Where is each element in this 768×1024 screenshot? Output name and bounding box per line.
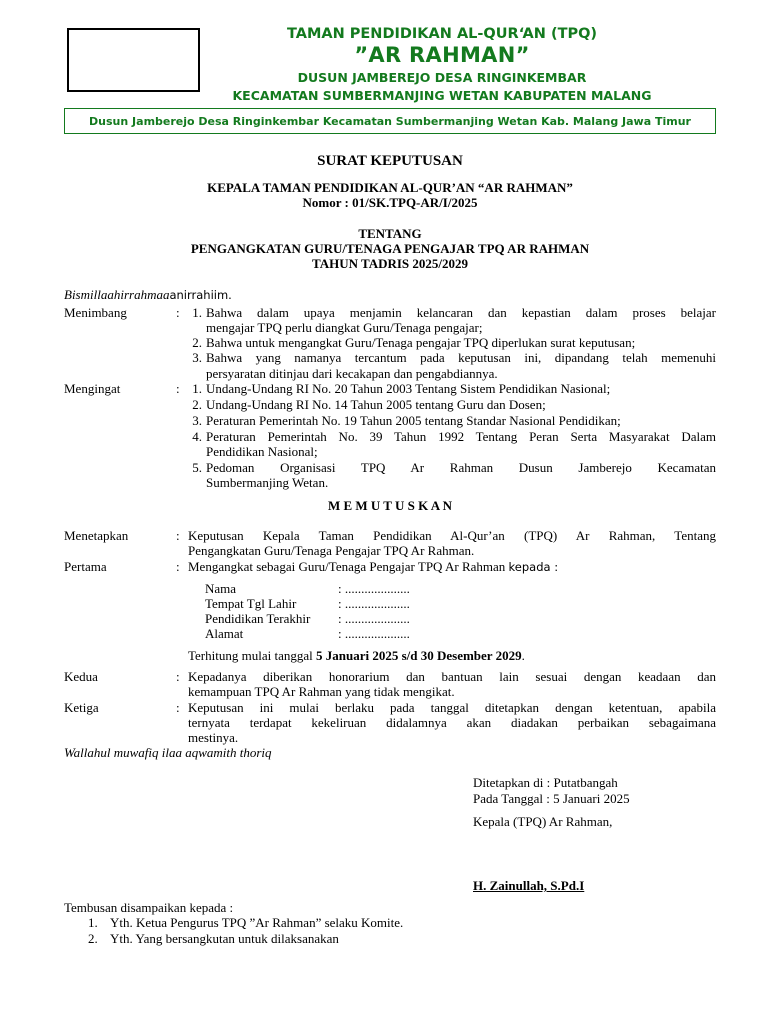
mengingat-item-1: Undang-Undang RI No. 20 Tahun 2003 Tentang Sistem Pendidikan Nasional;	[206, 381, 611, 396]
field-alamat-label: Alamat	[205, 626, 244, 641]
field-ttl-value: : ....................	[338, 596, 410, 611]
mengingat-item-3: Peraturan Pemerintah No. 19 Tahun 2005 tentang Standar Nasional Pendidikan;	[206, 413, 621, 428]
menimbang-num-1: 1.	[192, 305, 202, 320]
opening-italic: Bismillaahirrahmaa	[64, 287, 170, 302]
field-pendidikan-label: Pendidikan Terakhir	[205, 611, 311, 626]
pertama-text	[188, 559, 716, 575]
kedua-line2: kemampuan TPQ Ar Rahman yang tidak mengikat.	[188, 684, 455, 699]
issuer-title: KEPALA TAMAN PENDIDIKAN AL-QUR’AN “AR RAHMAN”	[207, 180, 573, 195]
ketiga-colon: :	[176, 700, 180, 715]
menimbang-num-2: 2.	[192, 335, 202, 350]
tembusan-item-2: Yth. Yang bersangkutan untuk dilaksanakan	[110, 931, 339, 946]
menetapkan-line1: Keputusan Kepala Taman Pendidikan Al-Qur’an (TPQ) Ar Rahman, Tentang	[188, 528, 716, 543]
ketiga-label: Ketiga	[64, 700, 99, 715]
ketiga-line1: Keputusan ini mulai berlaku pada tanggal ditetapkan dengan ketentuan, apabila	[188, 700, 716, 715]
opening-basmalah	[64, 287, 232, 303]
mengingat-num-2: 2.	[192, 397, 202, 412]
address-box	[64, 108, 716, 134]
mengingat-item-4-line1: Peraturan Pemerintah No. 39 Tahun 1992 Tentang Peran Serta Masyarakat Dalam	[206, 429, 716, 444]
period-suffix: .	[521, 648, 525, 663]
field-pendidikan-value: : ....................	[338, 611, 410, 626]
mengingat-item-4-line2: Pendidikan Nasional;	[206, 444, 318, 459]
kedua-colon: :	[176, 669, 180, 684]
tembusan-num-2: 2.	[88, 931, 98, 946]
mengingat-label: Mengingat	[64, 381, 121, 396]
menimbang-num-3: 3.	[192, 350, 202, 365]
menetapkan-colon: :	[176, 528, 180, 543]
document-subject: PENGANGKATAN GURU/TENAGA PENGAJAR TPQ AR RAHMAN	[190, 241, 590, 256]
institution-village: DUSUN JAMBEREJO DESA RINGINKEMBAR	[297, 70, 587, 85]
mengingat-num-3: 3.	[192, 413, 202, 428]
menimbang-label: Menimbang	[64, 305, 127, 320]
menimbang-colon: :	[176, 305, 180, 320]
signature-date: Pada Tanggal : 5 Januari 2025	[473, 791, 630, 806]
institution-title: ”AR RAHMAN”	[354, 43, 530, 67]
document-year: TAHUN TADRIS 2025/2029	[311, 256, 469, 271]
institution-district: KECAMATAN SUMBERMANJING WETAN KABUPATEN MALANG	[232, 88, 652, 103]
document-title: SURAT KEPUTUSAN	[317, 153, 463, 169]
mengingat-num-5: 5.	[192, 460, 202, 475]
tentang-heading: TENTANG	[358, 226, 422, 241]
tembusan-item-1: Yth. Ketua Pengurus TPQ ”Ar Rahman” selaku Komite.	[110, 915, 404, 930]
period-dates: 5 Januari 2025 s/d 30 Desember 2029	[315, 648, 522, 663]
closing-phrase: Wallahul muwafiq ilaa aqwamith thoriq	[64, 745, 272, 760]
menimbang-item-3-line1: Bahwa yang namanya tercantum pada keputusan ini, dipandang telah memenuhi	[206, 350, 716, 365]
period-prefix: Terhitung mulai tanggal	[188, 648, 316, 663]
field-ttl-label: Tempat Tgl Lahir	[205, 596, 297, 611]
kedua-label: Kedua	[64, 669, 98, 684]
menimbang-item-3-line2: persyaratan ditinjau dari kecakapan dan pengabdiannya.	[206, 366, 498, 381]
opening-rest: anirrahiim.	[169, 288, 232, 302]
menimbang-item-2-line1: Bahwa untuk mengangkat Guru/Tenaga pengajar TPQ diperlukan surat keputusan;	[206, 335, 636, 350]
pertama-label: Pertama	[64, 559, 107, 574]
tembusan-title: Tembusan disampaikan kepada :	[64, 900, 234, 915]
memutuskan-heading: M E M U T U S K A N	[327, 498, 453, 513]
address-text: Dusun Jamberejo Desa Ringinkembar Kecamatan Sumbermanjing Wetan Kab. Malang Jawa Timur	[89, 114, 691, 128]
menimbang-item-1-line2: mengajar TPQ perlu diangkat Guru/Tenaga pengajar;	[206, 320, 483, 335]
mengingat-item-5-line2: Sumbermanjing Wetan.	[206, 475, 329, 490]
menetapkan-label: Menetapkan	[64, 528, 129, 543]
pertama-text-main: Mengangkat sebagai Guru/Tenaga Pengajar TPQ Ar Rahman	[188, 559, 506, 574]
institution-name: TAMAN PENDIDIKAN AL-QUR‘AN (TPQ)	[286, 26, 598, 42]
mengingat-colon: :	[176, 381, 180, 396]
ketiga-line2: ternyata terdapat kekeliruan didalamnya akan diadakan perbaikan sebagaimana	[188, 715, 716, 730]
field-alamat-value: : ....................	[338, 626, 410, 641]
pertama-colon: :	[176, 559, 180, 574]
tembusan-num-1: 1.	[88, 915, 98, 930]
ketiga-line3: mestinya.	[188, 730, 239, 745]
field-nama-value: : ....................	[338, 581, 410, 596]
document-number: Nomor : 01/SK.TPQ-AR/I/2025	[302, 195, 478, 210]
kedua-line1: Kepadanya diberikan honorarium dan bantuan lain sesuai dengan keadaan dan	[188, 669, 716, 684]
signature-position: Kepala (TPQ) Ar Rahman,	[473, 814, 613, 829]
mengingat-num-4: 4.	[192, 429, 202, 444]
signatory-name: H. Zainullah, S.Pd.I	[473, 878, 585, 893]
field-nama-label: Nama	[205, 581, 237, 596]
menetapkan-line2: Pengangkatan Guru/Tenaga Pengajar TPQ Ar Rahman.	[188, 543, 475, 558]
menimbang-item-1-line1: Bahwa dalam upaya menjamin kelancaran dan kepastian dalam proses belajar	[206, 305, 716, 320]
mengingat-item-5-line1: Pedoman Organisasi TPQ Ar Rahman Dusun Jamberejo Kecamatan	[206, 460, 716, 475]
signature-place: Ditetapkan di : Putatbangah	[473, 775, 618, 790]
pertama-text-tail: kepada :	[508, 560, 559, 574]
mengingat-num-1: 1.	[192, 381, 202, 396]
mengingat-item-2: Undang-Undang RI No. 14 Tahun 2005 tentang Guru dan Dosen;	[206, 397, 546, 412]
logo-placeholder	[67, 28, 200, 92]
pertama-period	[188, 648, 716, 664]
